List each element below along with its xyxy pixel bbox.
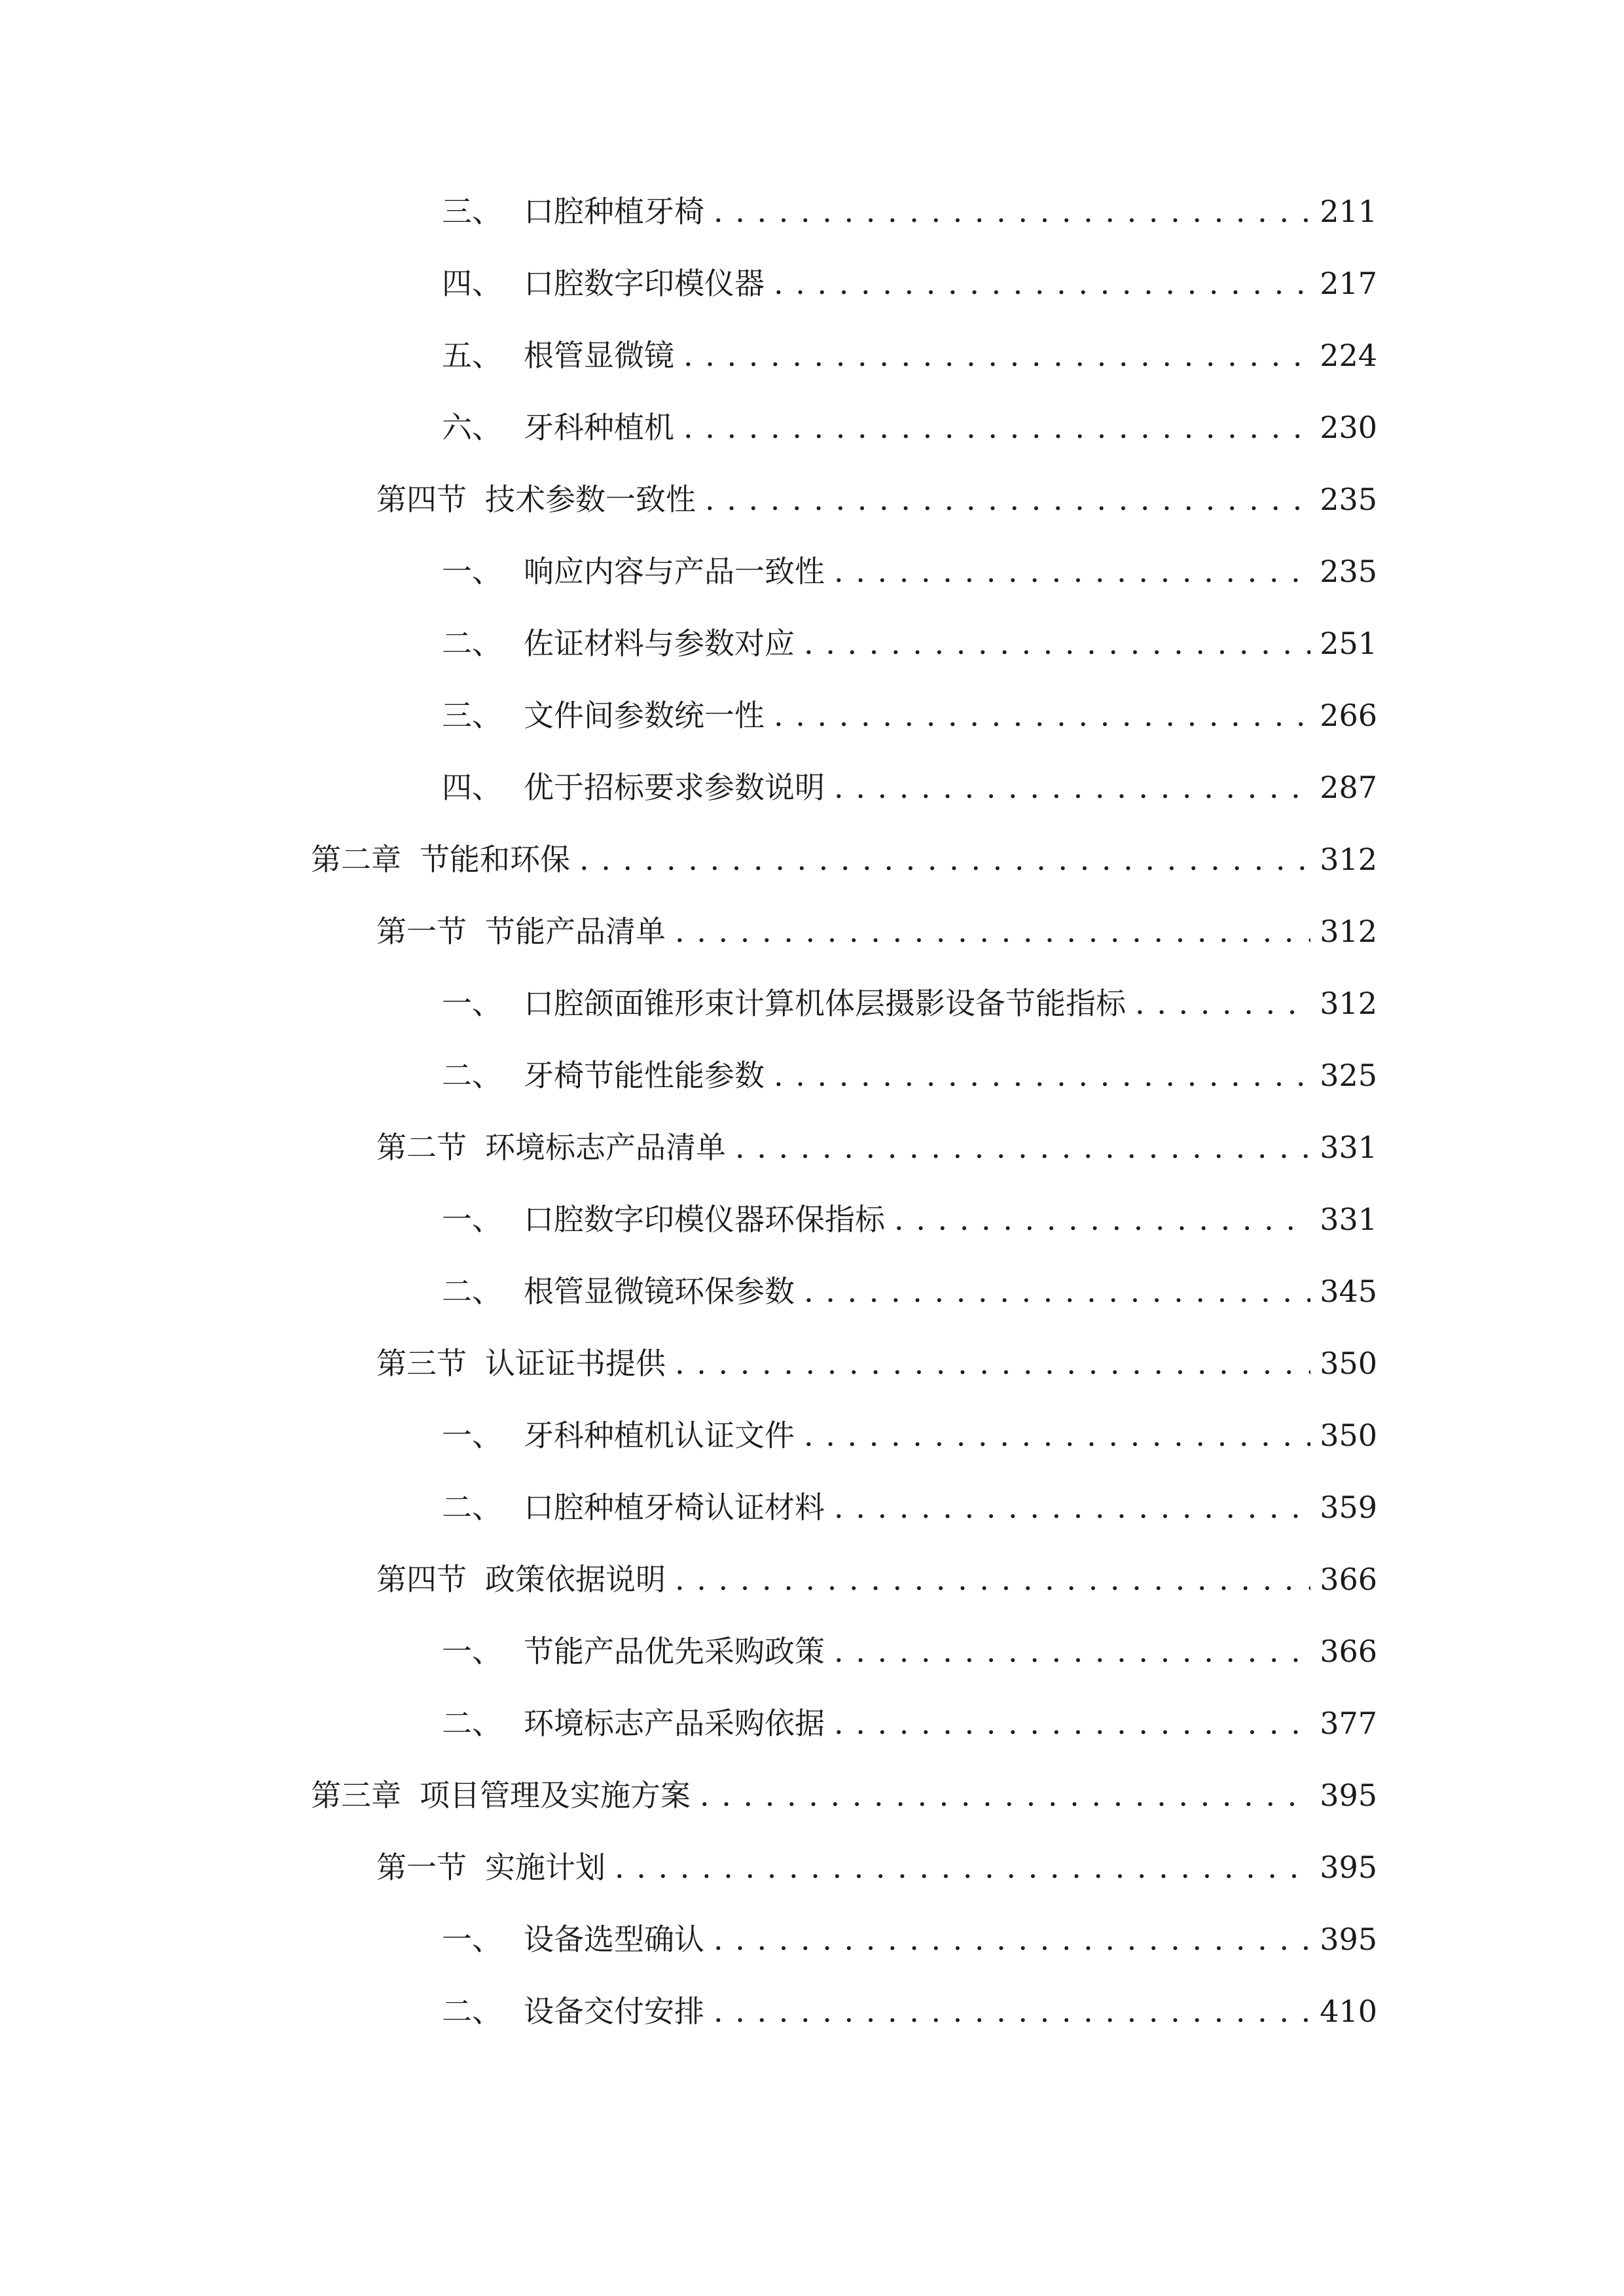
toc-entry-number: 四、 [442,770,502,805]
toc-entry[interactable] [0,895,1624,967]
toc-entry-title: 口腔数字印模仪器 [524,266,765,301]
toc-dot-leader [675,1543,1310,1615]
toc-entry-title: 根管显微镜环保参数 [524,1274,795,1309]
toc-entry-page-number: 359 [1320,1490,1377,1525]
toc-entry-title: 环境标志产品清单 [485,1130,726,1165]
toc-entry-title: 文件间参数统一性 [524,698,765,733]
toc-dot-leader [705,463,1310,535]
toc-entry-page-number: 377 [1320,1706,1377,1741]
toc-entry-title: 政策依据说明 [485,1562,666,1597]
toc-entry-page-number: 331 [1320,1202,1377,1237]
toc-entry-number: 五、 [442,338,502,373]
toc-entry-title: 设备选型确认 [524,1922,704,1957]
toc-entry-title: 节能产品清单 [485,914,666,949]
toc-dot-leader [579,823,1310,895]
toc-entry[interactable] [0,607,1624,679]
toc-entry-number: 一、 [442,1922,502,1957]
toc-entry-title: 节能产品优先采购政策 [524,1634,825,1669]
toc-dot-leader [774,1039,1310,1111]
toc-entry-number: 一、 [442,1634,502,1669]
toc-entry-number: 第四节 [376,482,467,517]
toc-entry-title: 牙科种植机 [524,410,674,445]
toc-entry[interactable] [0,1255,1624,1327]
toc-dot-leader [834,1471,1310,1543]
toc-entry-number: 二、 [442,1058,502,1093]
toc-entry[interactable] [0,247,1624,319]
toc-entry-number: 二、 [442,1994,502,2029]
toc-entry-page-number: 211 [1320,194,1377,229]
toc-entry-number: 第二节 [376,1130,467,1165]
toc-entry[interactable] [0,679,1624,751]
toc-entry-number: 三、 [442,194,502,229]
toc-entry-page-number: 235 [1320,482,1377,517]
toc-dot-leader [804,607,1310,679]
toc-entry-title: 技术参数一致性 [485,482,696,517]
toc-entry-page-number: 266 [1320,698,1377,733]
toc-entry-title: 佐证材料与参数对应 [524,626,795,661]
toc-entry[interactable] [0,1687,1624,1759]
toc-dot-leader [700,1759,1310,1831]
table-of-contents [0,175,1624,2047]
toc-entry-page-number: 312 [1320,914,1377,949]
toc-dot-leader [735,1111,1310,1183]
toc-entry-page-number: 312 [1320,842,1377,877]
toc-entry-number: 二、 [442,1490,502,1525]
toc-entry-page-number: 325 [1320,1058,1377,1093]
toc-entry[interactable] [0,1543,1624,1615]
toc-entry-number: 六、 [442,410,502,445]
toc-entry-title: 口腔颌面锥形束计算机体层摄影设备节能指标 [524,986,1126,1021]
toc-entry-page-number: 312 [1320,986,1377,1021]
toc-entry-title: 实施计划 [485,1850,605,1885]
toc-entry-number: 一、 [442,1418,502,1453]
toc-entry-number: 第一节 [376,1850,467,1885]
toc-dot-leader [774,679,1310,751]
toc-entry-title: 牙椅节能性能参数 [524,1058,765,1093]
toc-entry-page-number: 217 [1320,266,1377,301]
toc-entry[interactable] [0,1183,1624,1255]
toc-entry-number: 四、 [442,266,502,301]
toc-entry[interactable] [0,1111,1624,1183]
toc-entry-page-number: 395 [1320,1922,1377,1957]
toc-entry-page-number: 224 [1320,338,1377,373]
toc-entry[interactable] [0,967,1624,1039]
toc-entry-page-number: 350 [1320,1418,1377,1453]
toc-entry-page-number: 251 [1320,626,1377,661]
toc-entry-page-number: 345 [1320,1274,1377,1309]
toc-entry-title: 认证证书提供 [485,1346,666,1381]
toc-entry[interactable] [0,319,1624,391]
toc-entry-page-number: 235 [1320,554,1377,589]
toc-entry-number: 第三节 [376,1346,467,1381]
toc-entry-page-number: 395 [1320,1778,1377,1813]
toc-entry-title: 设备交付安排 [524,1994,704,2029]
toc-dot-leader [834,535,1310,607]
toc-dot-leader [675,895,1310,967]
toc-entry-number: 第二章 [311,842,401,877]
toc-entry[interactable] [0,175,1624,247]
toc-dot-leader [713,1903,1310,1975]
toc-entry-number: 三、 [442,698,502,733]
toc-entry-number: 第一节 [376,914,467,949]
toc-entry[interactable] [0,1399,1624,1471]
toc-dot-leader [675,1327,1310,1399]
toc-entry-title: 口腔种植牙椅 [524,194,704,229]
toc-entry[interactable] [0,1039,1624,1111]
toc-entry-page-number: 230 [1320,410,1377,445]
toc-entry[interactable] [0,1471,1624,1543]
toc-entry-title: 节能和环保 [420,842,570,877]
toc-dot-leader [683,391,1310,463]
toc-entry-number: 第四节 [376,1562,467,1597]
toc-dot-leader [804,1399,1310,1471]
toc-dot-leader [834,751,1310,823]
toc-entry[interactable] [0,1615,1624,1687]
toc-entry-number: 一、 [442,1202,502,1237]
toc-entry[interactable] [0,1903,1624,1975]
toc-dot-leader [894,1183,1310,1255]
toc-entry[interactable] [0,1975,1624,2047]
toc-entry[interactable] [0,1831,1624,1903]
toc-dot-leader [804,1255,1310,1327]
toc-entry-page-number: 287 [1320,770,1377,805]
toc-entry-page-number: 395 [1320,1850,1377,1885]
toc-entry-page-number: 366 [1320,1562,1377,1597]
toc-dot-leader [683,319,1310,391]
toc-entry[interactable] [0,391,1624,463]
toc-entry-number: 一、 [442,986,502,1021]
toc-entry-title: 口腔种植牙椅认证材料 [524,1490,825,1525]
toc-dot-leader [834,1687,1310,1759]
toc-dot-leader [774,247,1310,319]
toc-entry[interactable] [0,751,1624,823]
toc-entry-number: 第三章 [311,1778,401,1813]
toc-entry[interactable] [0,463,1624,535]
toc-entry-title: 根管显微镜 [524,338,674,373]
toc-entry[interactable] [0,823,1624,895]
toc-dot-leader [713,175,1310,247]
toc-entry-page-number: 366 [1320,1634,1377,1669]
toc-entry-page-number: 350 [1320,1346,1377,1381]
toc-entry-number: 二、 [442,626,502,661]
toc-entry-title: 项目管理及实施方案 [420,1778,691,1813]
toc-entry[interactable] [0,1327,1624,1399]
toc-entry[interactable] [0,1759,1624,1831]
toc-entry-title: 环境标志产品采购依据 [524,1706,825,1741]
toc-dot-leader [834,1615,1310,1687]
toc-entry-page-number: 410 [1320,1994,1377,2029]
toc-entry-title: 牙科种植机认证文件 [524,1418,795,1453]
toc-entry-title: 优于招标要求参数说明 [524,770,825,805]
toc-entry[interactable] [0,535,1624,607]
toc-dot-leader [615,1831,1310,1903]
toc-entry-title: 口腔数字印模仪器环保指标 [524,1202,885,1237]
toc-entry-page-number: 331 [1320,1130,1377,1165]
toc-entry-number: 二、 [442,1706,502,1741]
toc-entry-number: 一、 [442,554,502,589]
toc-dot-leader [1135,967,1310,1039]
toc-entry-number: 二、 [442,1274,502,1309]
toc-entry-title: 响应内容与产品一致性 [524,554,825,589]
toc-dot-leader [713,1975,1310,2047]
